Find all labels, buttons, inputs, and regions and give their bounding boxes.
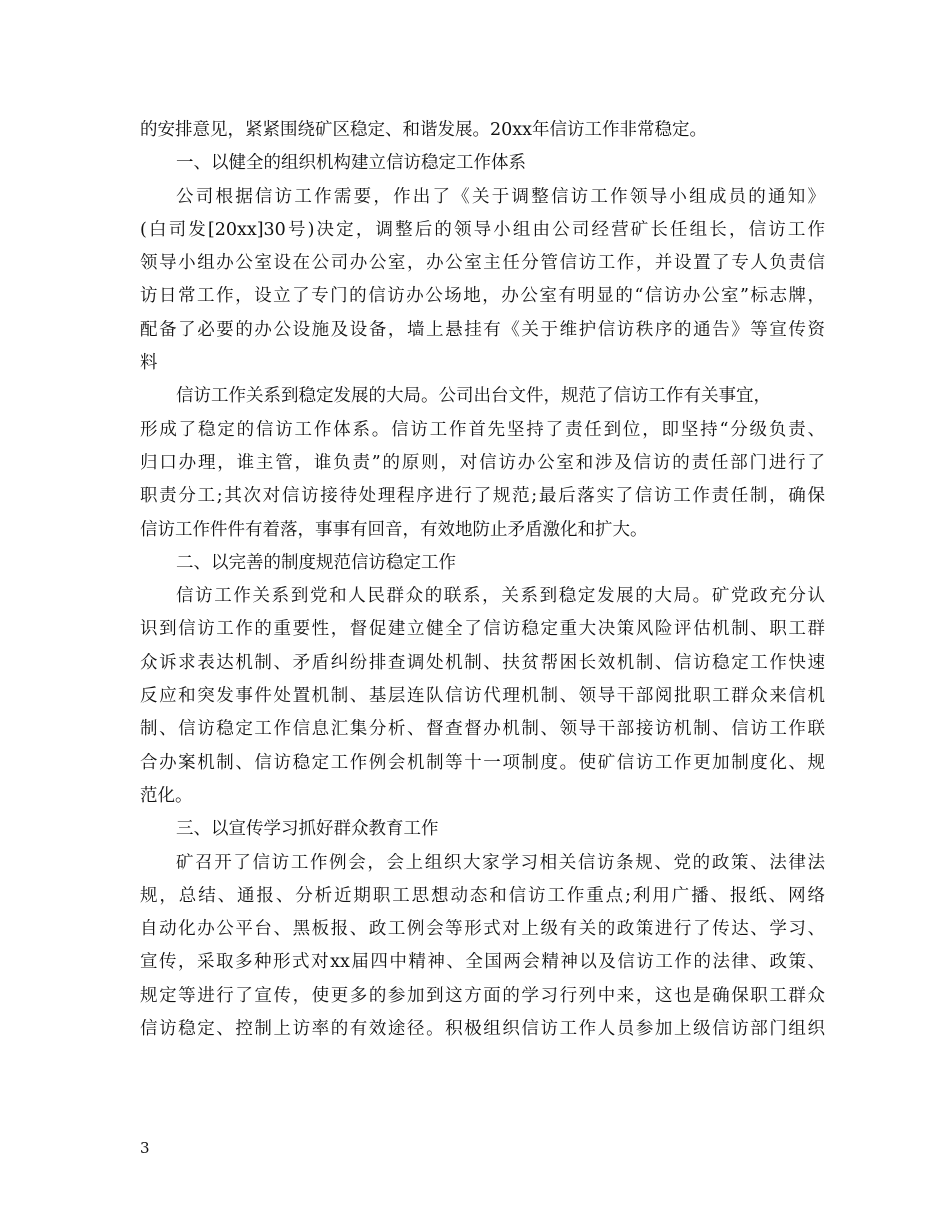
text-line: 职责分工;其次对信访接待处理程序进行了规范;最后落实了信访工作责任制，确保 xyxy=(140,486,825,507)
text-line: 的安排意见，紧紧围绕矿区稳定、和谐发展。20xx年信访工作非常稳定。 xyxy=(140,120,708,140)
text-line: 归口办理，谁主管，谁负责”的原则，对信访办公室和涉及信访的责任部门进行了 xyxy=(140,452,825,473)
text-line: 规，总结、通报、分析近期职工思想动态和信访工作重点;利用广播、报纸、网络 xyxy=(140,885,825,906)
text-line: 信访工作关系到党和人民群众的联系，关系到稳定发展的大局。矿党政充分认 xyxy=(176,586,825,607)
document-body xyxy=(140,114,825,1046)
text-line: 公司根据信访工作需要，作出了《关于调整信访工作领导小组成员的通知》 xyxy=(176,186,825,207)
text-line: 形成了稳定的信访工作体系。信访工作首先坚持了责任到位，即坚持“分级负责、 xyxy=(140,419,825,440)
text-line: 配备了必要的办公设施及设备，墙上悬挂有《关于维护信访秩序的通告》等宣传资 xyxy=(140,319,825,340)
section-heading-1: 一、以健全的组织机构建立信访稳定工作体系 xyxy=(176,153,526,174)
text-line: 宣传，采取多种形式对xx届四中精神、全国两会精神以及信访工作的法律、政策、 xyxy=(140,952,825,973)
text-line: 合办案机制、信访稳定工作例会机制等十一项制度。使矿信访工作更加制度化、规 xyxy=(140,752,825,773)
text-line: 信访工作件件有着落，事事有回音，有效地防止矛盾激化和扩大。 xyxy=(140,519,648,540)
text-line: 自动化办公平台、黑板报、政工例会等形式对上级有关的政策进行了传达、学习、 xyxy=(140,919,825,940)
text-line: 信访工作关系到稳定发展的大局。公司出台文件，规范了信访工作有关事宜， xyxy=(176,386,771,407)
text-line: 识到信访工作的重要性，督促建立健全了信访稳定重大决策风险评估机制、职工群 xyxy=(140,619,825,640)
text-line: 信访稳定、控制上访率的有效途径。积极组织信访工作人员参加上级信访部门组织 xyxy=(140,1019,825,1040)
text-line: 制、信访稳定工作信息汇集分析、督查督办机制、领导干部接访机制、信访工作联 xyxy=(140,719,825,740)
page-number: 3 xyxy=(140,1139,150,1157)
text-line: (白司发[20xx]30号)决定，调整后的领导小组由公司经营矿长任组长，信访工作 xyxy=(140,219,825,240)
text-line: 反应和突发事件处置机制、基层连队信访代理机制、领导干部阅批职工群众来信机 xyxy=(140,686,825,707)
section-heading-2: 二、以完善的制度规范信访稳定工作 xyxy=(176,552,456,573)
text-line: 领导小组办公室设在公司办公室，办公室主任分管信访工作，并设置了专人负责信 xyxy=(140,253,825,274)
text-line: 众诉求表达机制、矛盾纠纷排查调处机制、扶贫帮困长效机制、信访稳定工作快速 xyxy=(140,652,825,673)
text-line: 规定等进行了宣传，使更多的参加到这方面的学习行列中来，这也是确保职工群众 xyxy=(140,985,825,1006)
section-heading-3: 三、以宣传学习抓好群众教育工作 xyxy=(176,819,439,840)
text-line: 矿召开了信访工作例会，会上组织大家学习相关信访条规、党的政策、法律法 xyxy=(176,852,825,873)
text-line: 范化。 xyxy=(140,785,193,806)
text-line: 访日常工作，设立了专门的信访办公场地，办公室有明显的“信访办公室”标志牌， xyxy=(140,286,825,307)
text-line: 料 xyxy=(140,353,158,374)
